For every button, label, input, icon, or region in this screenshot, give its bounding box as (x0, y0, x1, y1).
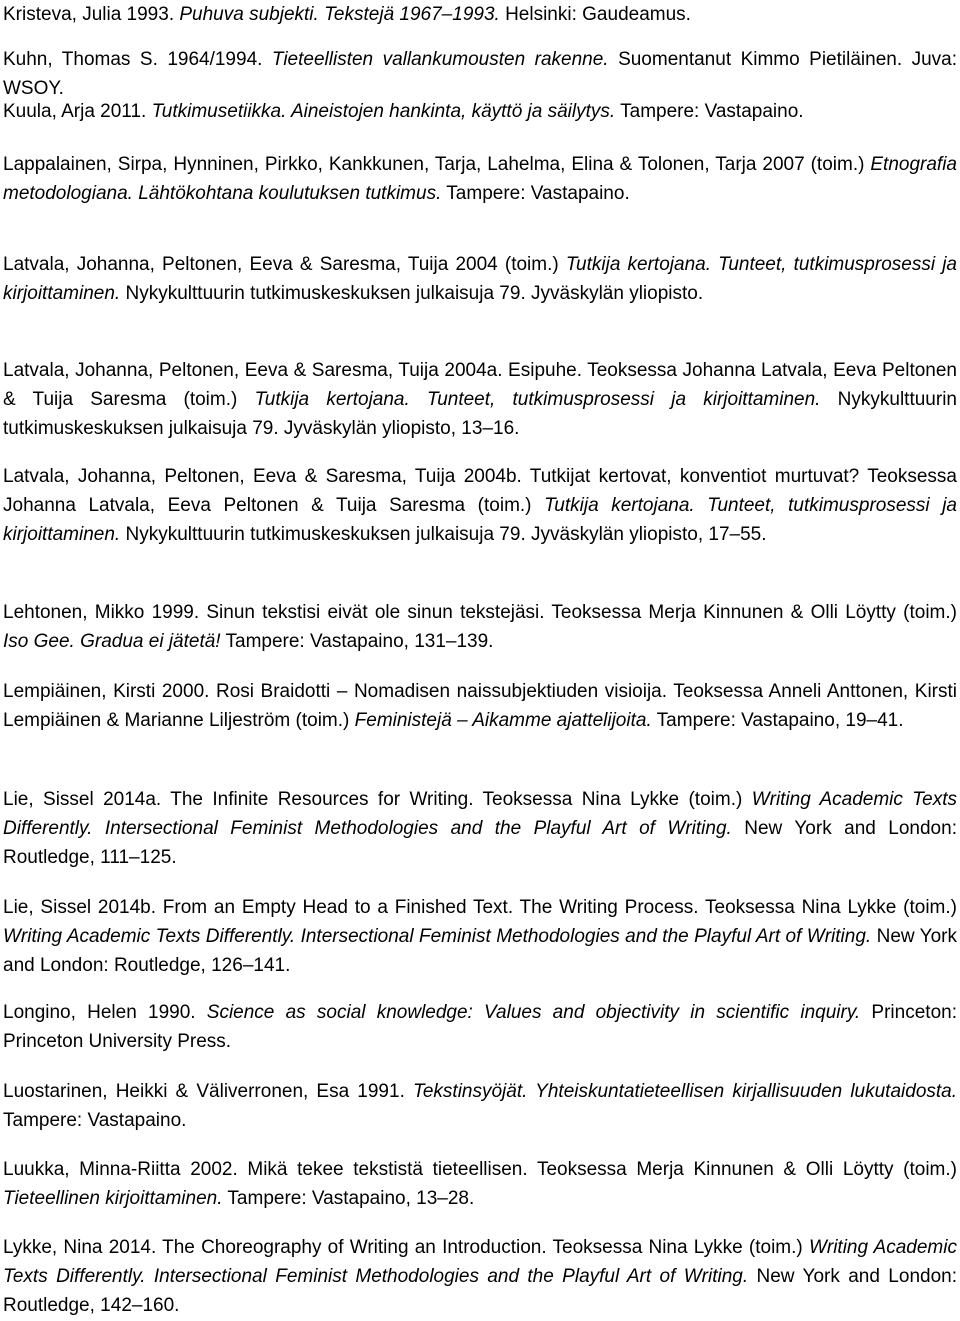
reference-title: Puhuva subjekti. Tekstejä 1967–1993. (179, 4, 500, 25)
reference-entry-lehtonen (3, 598, 957, 656)
reference-text: Tampere: Vastapaino. (615, 101, 804, 122)
reference-title: Tutkija kertojana. Tunteet, tutkimusprosessi ja kirjoittaminen. (3, 254, 957, 305)
reference-text: Lykke, Nina 2014. The Choreography of Writing an Introduction. Teoksessa Nina Lykke (toim.) (3, 1237, 809, 1258)
reference-text: Longino, Helen 1990. (3, 1002, 207, 1023)
reference-text: Suomentanut Kimmo Pietiläinen. Juva: WSOY. (3, 49, 957, 100)
reference-text: Tampere: Vastapaino, 19–41. (651, 710, 904, 732)
reference-entry-latvala-2004 (3, 250, 957, 308)
reference-text: Tampere: Vastapaino. (441, 183, 630, 205)
reference-text: Latvala, Johanna, Peltonen, Eeva & Saresma, Tuija 2004b. Tutkijat kertovat, konventiot murtuvat? Teoksessa Johanna Latvala, Eeva Peltonen & Tuija Saresma (toim.) (3, 466, 957, 517)
reference-title: Tekstinsyöjät. Yhteiskuntatieteellisen kirjallisuuden lukutaidosta. (412, 1081, 958, 1102)
reference-text: Nykykulttuurin tutkimuskeskuksen julkaisuja 79. Jyväskylän yliopisto, 13–16. (3, 389, 957, 440)
reference-text: Nykykulttuurin tutkimuskeskuksen julkaisuja 79. Jyväskylän yliopisto. (120, 283, 704, 305)
reference-title: Etnografia metodologiana. Lähtökohtana koulutuksen tutkimus. (3, 154, 957, 205)
reference-title: Writing Academic Texts Differently. Intersectional Feminist Methodologies and the Playful Art of Writing. (3, 789, 957, 840)
reference-text: Lempiäinen, Kirsti 2000. Rosi Braidotti – Nomadisen naissubjektiuden visioija. Teoksessa Anneli Anttonen, Kirsti Lempiäinen & Marianne Liljeström (toim.) (3, 681, 957, 732)
reference-text: Lehtonen, Mikko 1999. Sinun tekstisi eivät ole sinun tekstejäsi. Teoksessa Merja Kinnunen & Olli Löytty (toim.) (3, 602, 957, 623)
reference-entry-lie-2014a (3, 785, 957, 873)
reference-text: Luukka, Minna-Riitta 2002. Mikä tekee tekstistä tieteellisen. Teoksessa Merja Kinnunen & Olli Löytty (toim.) (3, 1159, 957, 1180)
reference-title: Writing Academic Texts Differently. Intersectional Feminist Methodologies and the Playful Art of Writing. (3, 926, 872, 948)
reference-entry-lie-2014b (3, 893, 957, 981)
reference-title: Tutkija kertojana. Tunteet, tutkimusprosessi ja kirjoittaminen. (3, 495, 957, 546)
reference-entry-lappalainen (3, 150, 957, 208)
reference-title: Tutkimusetiikka. Aineistojen hankinta, käyttö ja säilytys. (151, 101, 616, 122)
reference-text: Helsinki: Gaudeamus. (499, 4, 691, 25)
reference-text: New York and London: Routledge, 111–125. (3, 818, 957, 869)
reference-text: Tampere: Vastapaino, 13–28. (222, 1188, 475, 1210)
reference-title: Writing Academic Texts Differently. Intersectional Feminist Methodologies and the Playful Art of Writing. (3, 1237, 957, 1288)
reference-entry-longino (3, 998, 957, 1056)
reference-entry-lempiainen (3, 677, 957, 735)
reference-entry-luukka (3, 1155, 957, 1213)
reference-entry-kristeva (3, 0, 957, 29)
reference-text: New York and London: Routledge, 142–160. (3, 1266, 957, 1317)
reference-text: Kuhn, Thomas S. 1964/1994. (3, 49, 272, 70)
reference-text: Tampere: Vastapaino, 131–139. (220, 631, 494, 653)
reference-entry-luostarinen (3, 1077, 957, 1135)
reference-title: Tieteellinen kirjoittaminen. (3, 1188, 223, 1210)
reference-entry-kuula (3, 97, 957, 126)
reference-title: Feministejä – Aikamme ajattelijoita. (354, 710, 652, 732)
reference-text: Lie, Sissel 2014a. The Infinite Resources for Writing. Teoksessa Nina Lykke (toim.) (3, 789, 752, 810)
reference-title: Tieteellisten vallankumousten rakenne. (271, 49, 609, 70)
reference-title: Science as social knowledge: Values and objectivity in scientific inquiry. (206, 1002, 861, 1023)
reference-text: Latvala, Johanna, Peltonen, Eeva & Saresma, Tuija 2004a. Esipuhe. Teoksessa Johanna Latvala, Eeva Peltonen & Tuija Saresma (toim.) (3, 360, 957, 411)
reference-title: Iso Gee. Gradua ei jätetä! (3, 631, 221, 653)
reference-text: New York and London: Routledge, 126–141. (3, 926, 957, 977)
reference-text: Tampere: Vastapaino. (3, 1110, 187, 1132)
reference-entry-kuhn (3, 45, 957, 103)
reference-text: Lappalainen, Sirpa, Hynninen, Pirkko, Kankkunen, Tarja, Lahelma, Elina & Tolonen, Tarja 2007 (toim.) (3, 154, 871, 175)
reference-text: Nykykulttuurin tutkimuskeskuksen julkaisuja 79. Jyväskylän yliopisto, 17–55. (120, 524, 767, 546)
reference-entry-latvala-2004a (3, 356, 957, 444)
reference-text: Kristeva, Julia 1993. (3, 4, 180, 25)
reference-text: Latvala, Johanna, Peltonen, Eeva & Saresma, Tuija 2004 (toim.) (3, 254, 566, 275)
reference-text: Kuula, Arja 2011. (3, 101, 152, 122)
reference-title: Tutkija kertojana. Tunteet, tutkimusprosessi ja kirjoittaminen. (254, 389, 821, 411)
reference-text: Lie, Sissel 2014b. From an Empty Head to a Finished Text. The Writing Process. Teoksessa Nina Lykke (toim.) (3, 897, 957, 918)
reference-text: Luostarinen, Heikki & Väliverronen, Esa 1991. (3, 1081, 413, 1102)
reference-entry-latvala-2004b (3, 462, 957, 550)
reference-text: Princeton: Princeton University Press. (3, 1002, 957, 1053)
reference-entry-lykke (3, 1233, 957, 1321)
